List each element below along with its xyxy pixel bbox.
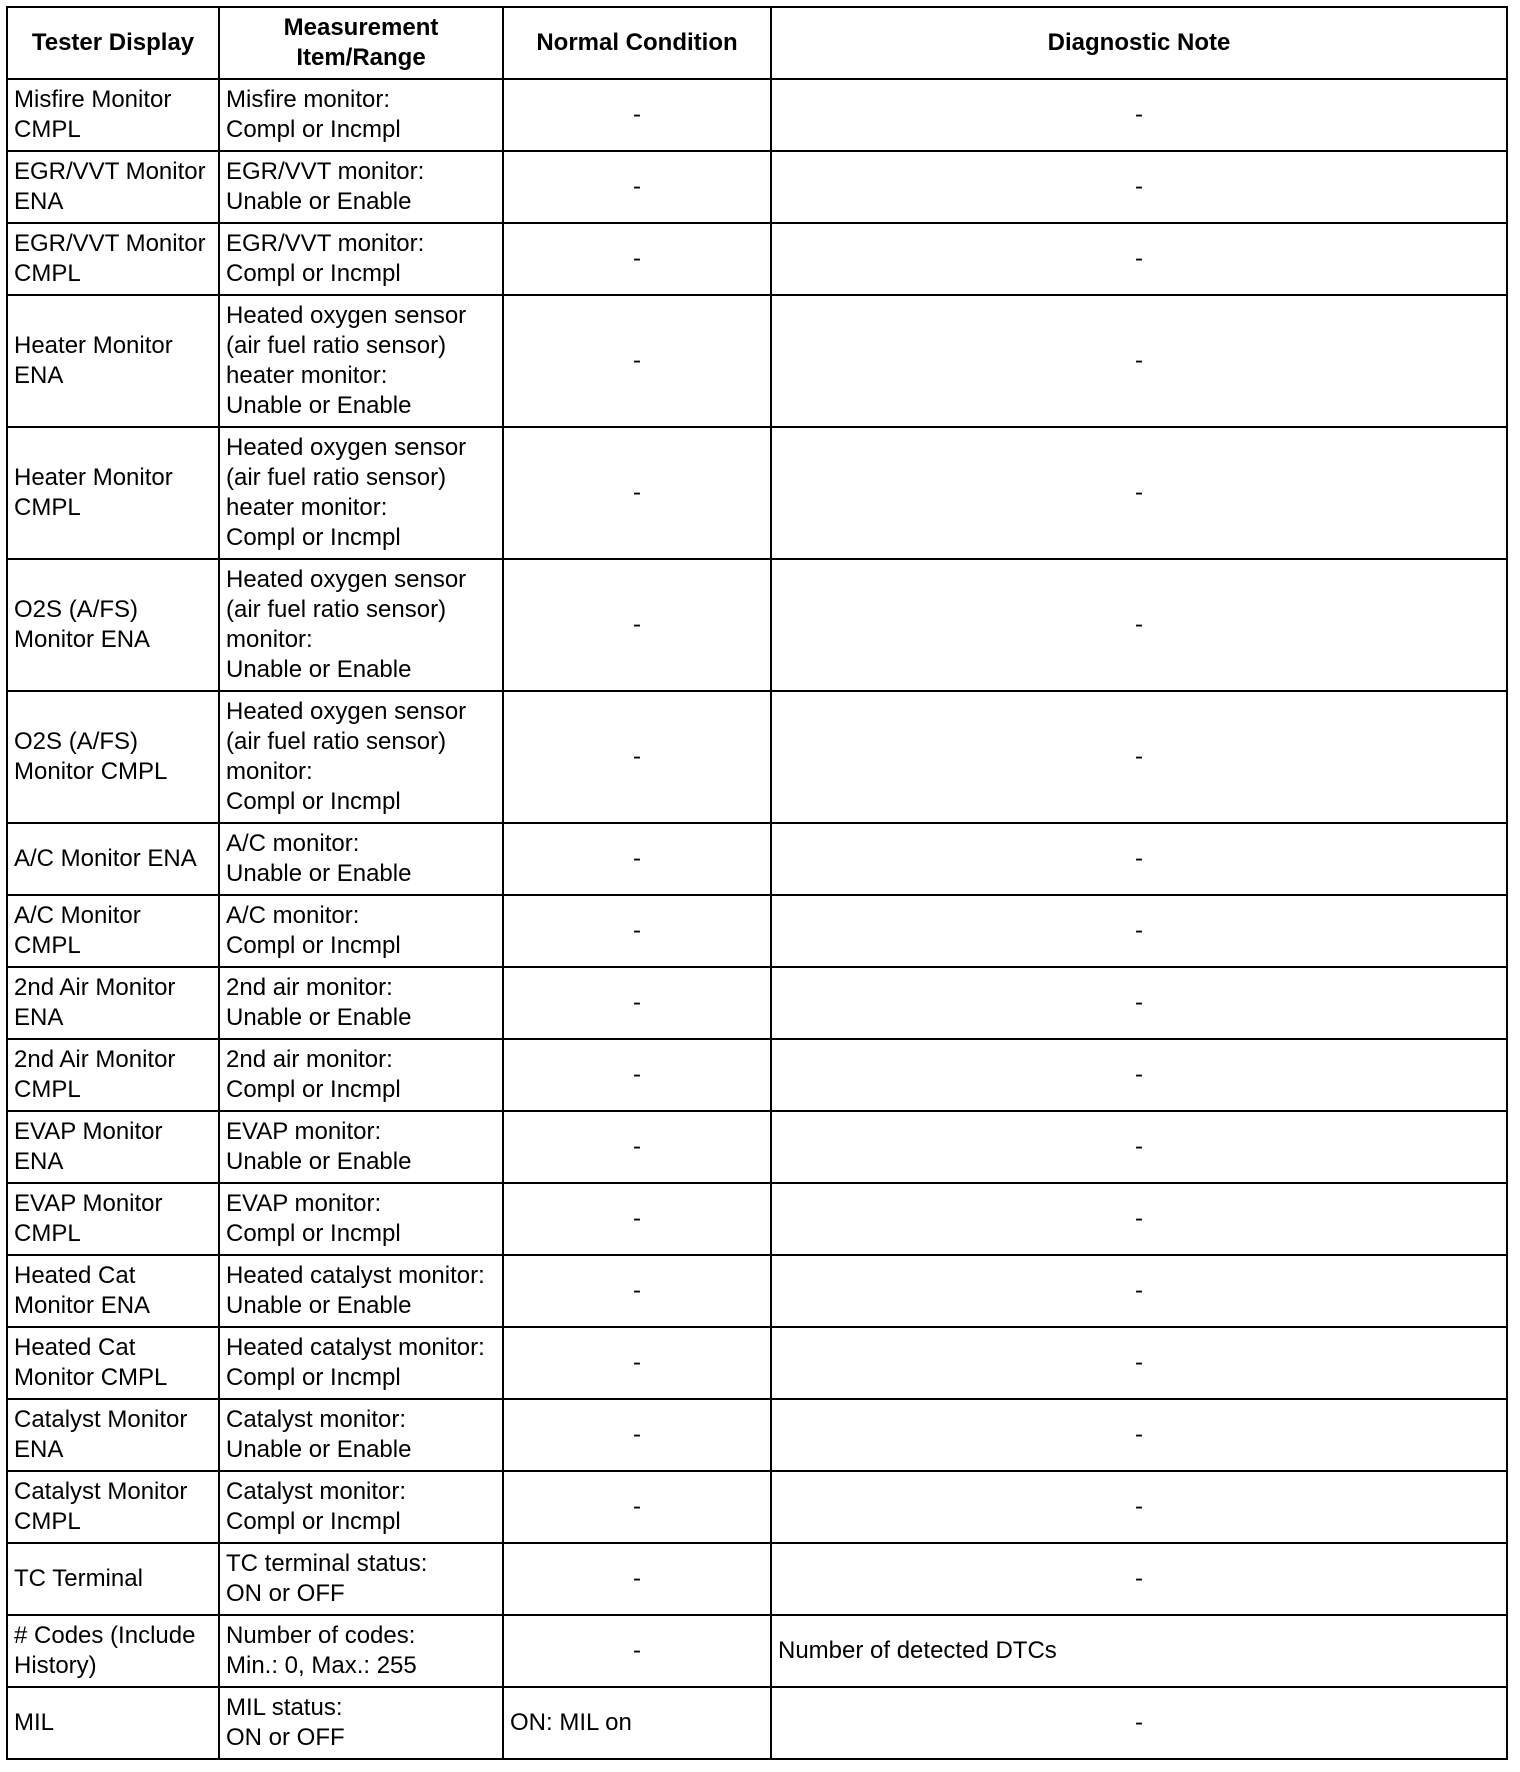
table-row bbox=[7, 1615, 1507, 1687]
table-row bbox=[7, 895, 1507, 967]
diagnostic-note-cell: - bbox=[771, 295, 1507, 427]
tester-display-cell: O2S (A/FS) Monitor ENA bbox=[7, 559, 219, 691]
header-diagnostic-note: Diagnostic Note bbox=[771, 7, 1507, 79]
measurement-item-cell: EVAP monitor: Compl or Incmpl bbox=[219, 1183, 503, 1255]
tester-display-cell: 2nd Air Monitor ENA bbox=[7, 967, 219, 1039]
diagnostic-note-cell: - bbox=[771, 151, 1507, 223]
normal-condition-cell: - bbox=[503, 823, 771, 895]
diagnostic-note-cell: - bbox=[771, 1111, 1507, 1183]
normal-condition-cell: - bbox=[503, 895, 771, 967]
diagnostic-note-cell: Number of detected DTCs bbox=[771, 1615, 1507, 1687]
tester-display-cell: Catalyst Monitor ENA bbox=[7, 1399, 219, 1471]
normal-condition-cell: - bbox=[503, 223, 771, 295]
diagnostic-note-cell: - bbox=[771, 1687, 1507, 1759]
table-row bbox=[7, 1399, 1507, 1471]
tester-display-cell: O2S (A/FS) Monitor CMPL bbox=[7, 691, 219, 823]
measurement-item-cell: MIL status: ON or OFF bbox=[219, 1687, 503, 1759]
tester-display-cell: Misfire Monitor CMPL bbox=[7, 79, 219, 151]
normal-condition-cell: - bbox=[503, 1111, 771, 1183]
diagnostic-note-cell: - bbox=[771, 427, 1507, 559]
tester-display-cell: Heated Cat Monitor CMPL bbox=[7, 1327, 219, 1399]
normal-condition-cell: - bbox=[503, 1471, 771, 1543]
table-row bbox=[7, 79, 1507, 151]
table-row bbox=[7, 559, 1507, 691]
tester-display-cell: EGR/VVT Monitor ENA bbox=[7, 151, 219, 223]
normal-condition-cell: - bbox=[503, 295, 771, 427]
table-row bbox=[7, 1183, 1507, 1255]
diagnostic-note-cell: - bbox=[771, 823, 1507, 895]
normal-condition-cell: - bbox=[503, 967, 771, 1039]
normal-condition-cell: - bbox=[503, 1399, 771, 1471]
diagnostic-note-cell: - bbox=[771, 1399, 1507, 1471]
tester-display-cell: Catalyst Monitor CMPL bbox=[7, 1471, 219, 1543]
measurement-item-cell: EGR/VVT monitor: Unable or Enable bbox=[219, 151, 503, 223]
diagnostic-note-cell: - bbox=[771, 1327, 1507, 1399]
diagnostic-note-cell: - bbox=[771, 79, 1507, 151]
table-row bbox=[7, 1255, 1507, 1327]
tester-display-cell: # Codes (Include History) bbox=[7, 1615, 219, 1687]
header-normal-condition: Normal Condition bbox=[503, 7, 771, 79]
data-list-document bbox=[6, 6, 1506, 1760]
tester-display-cell: A/C Monitor ENA bbox=[7, 823, 219, 895]
measurement-item-cell: 2nd air monitor: Compl or Incmpl bbox=[219, 1039, 503, 1111]
table-row bbox=[7, 1471, 1507, 1543]
diagnostic-note-cell: - bbox=[771, 1471, 1507, 1543]
measurement-item-cell: EVAP monitor: Unable or Enable bbox=[219, 1111, 503, 1183]
normal-condition-cell: - bbox=[503, 1543, 771, 1615]
table-body bbox=[7, 79, 1507, 1759]
measurement-item-cell: A/C monitor: Unable or Enable bbox=[219, 823, 503, 895]
diagnostic-note-cell: - bbox=[771, 1543, 1507, 1615]
table-row bbox=[7, 823, 1507, 895]
normal-condition-cell: - bbox=[503, 151, 771, 223]
table-header-row bbox=[7, 7, 1507, 79]
table-row bbox=[7, 427, 1507, 559]
diagnostic-note-cell: - bbox=[771, 691, 1507, 823]
header-tester-display: Tester Display bbox=[7, 7, 219, 79]
measurement-item-cell: A/C monitor: Compl or Incmpl bbox=[219, 895, 503, 967]
tester-display-cell: A/C Monitor CMPL bbox=[7, 895, 219, 967]
measurement-item-cell: Heated oxygen sensor (air fuel ratio sensor) monitor: Unable or Enable bbox=[219, 559, 503, 691]
measurement-item-cell: 2nd air monitor: Unable or Enable bbox=[219, 967, 503, 1039]
normal-condition-cell: - bbox=[503, 559, 771, 691]
normal-condition-cell: - bbox=[503, 79, 771, 151]
measurement-item-cell: Number of codes: Min.: 0, Max.: 255 bbox=[219, 1615, 503, 1687]
diagnostic-note-cell: - bbox=[771, 1255, 1507, 1327]
measurement-item-cell: Heated catalyst monitor: Unable or Enable bbox=[219, 1255, 503, 1327]
diagnostic-note-cell: - bbox=[771, 223, 1507, 295]
tester-display-cell: 2nd Air Monitor CMPL bbox=[7, 1039, 219, 1111]
tester-display-cell: MIL bbox=[7, 1687, 219, 1759]
table-row bbox=[7, 1687, 1507, 1759]
measurement-item-cell: Catalyst monitor: Unable or Enable bbox=[219, 1399, 503, 1471]
table-row bbox=[7, 967, 1507, 1039]
tester-display-cell: Heater Monitor ENA bbox=[7, 295, 219, 427]
tester-display-cell: Heated Cat Monitor ENA bbox=[7, 1255, 219, 1327]
normal-condition-cell: ON: MIL on bbox=[503, 1687, 771, 1759]
tester-display-cell: EVAP Monitor ENA bbox=[7, 1111, 219, 1183]
measurement-item-cell: EGR/VVT monitor: Compl or Incmpl bbox=[219, 223, 503, 295]
table-row bbox=[7, 1039, 1507, 1111]
diagnostic-note-cell: - bbox=[771, 895, 1507, 967]
measurement-item-cell: Misfire monitor: Compl or Incmpl bbox=[219, 79, 503, 151]
normal-condition-cell: - bbox=[503, 1615, 771, 1687]
table-row bbox=[7, 691, 1507, 823]
table-row bbox=[7, 151, 1507, 223]
diagnostic-note-cell: - bbox=[771, 967, 1507, 1039]
normal-condition-cell: - bbox=[503, 1039, 771, 1111]
header-measurement-item: Measurement Item/Range bbox=[219, 7, 503, 79]
normal-condition-cell: - bbox=[503, 691, 771, 823]
normal-condition-cell: - bbox=[503, 1327, 771, 1399]
table-row bbox=[7, 295, 1507, 427]
measurement-item-cell: Heated catalyst monitor: Compl or Incmpl bbox=[219, 1327, 503, 1399]
normal-condition-cell: - bbox=[503, 427, 771, 559]
tester-display-cell: EVAP Monitor CMPL bbox=[7, 1183, 219, 1255]
measurement-item-cell: TC terminal status: ON or OFF bbox=[219, 1543, 503, 1615]
table-row bbox=[7, 223, 1507, 295]
normal-condition-cell: - bbox=[503, 1183, 771, 1255]
diagnostic-note-cell: - bbox=[771, 1039, 1507, 1111]
table-row bbox=[7, 1543, 1507, 1615]
normal-condition-cell: - bbox=[503, 1255, 771, 1327]
tester-data-table bbox=[6, 6, 1508, 1760]
table-row bbox=[7, 1327, 1507, 1399]
measurement-item-cell: Heated oxygen sensor (air fuel ratio sensor) heater monitor: Compl or Incmpl bbox=[219, 427, 503, 559]
diagnostic-note-cell: - bbox=[771, 559, 1507, 691]
tester-display-cell: TC Terminal bbox=[7, 1543, 219, 1615]
measurement-item-cell: Catalyst monitor: Compl or Incmpl bbox=[219, 1471, 503, 1543]
tester-display-cell: Heater Monitor CMPL bbox=[7, 427, 219, 559]
diagnostic-note-cell: - bbox=[771, 1183, 1507, 1255]
measurement-item-cell: Heated oxygen sensor (air fuel ratio sensor) heater monitor: Unable or Enable bbox=[219, 295, 503, 427]
table-row bbox=[7, 1111, 1507, 1183]
tester-display-cell: EGR/VVT Monitor CMPL bbox=[7, 223, 219, 295]
measurement-item-cell: Heated oxygen sensor (air fuel ratio sensor) monitor: Compl or Incmpl bbox=[219, 691, 503, 823]
